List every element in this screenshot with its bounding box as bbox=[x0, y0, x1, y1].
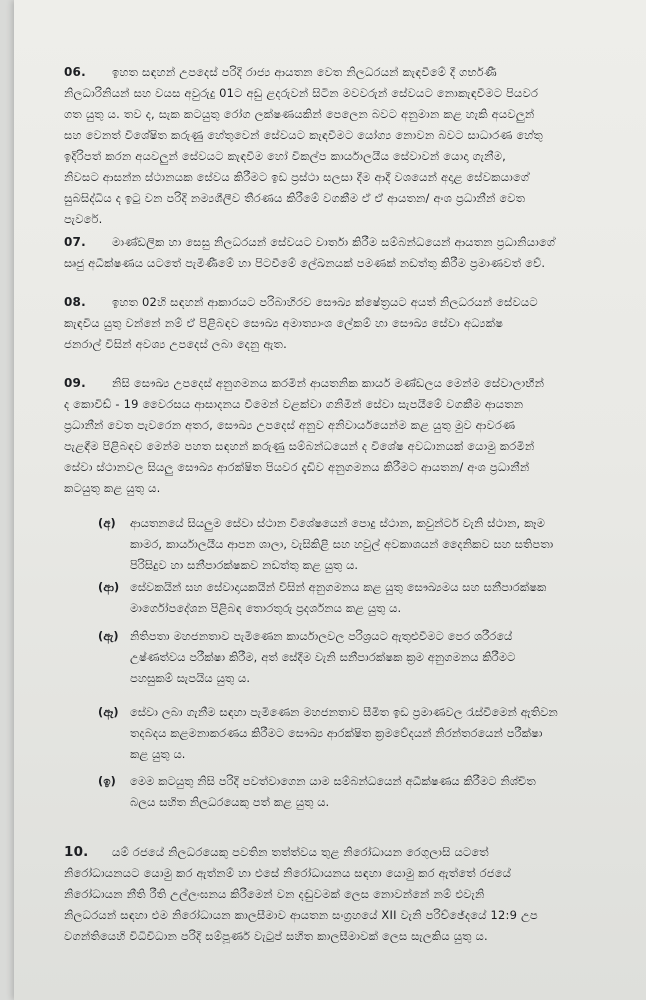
subitem-aa bbox=[98, 577, 624, 619]
paragraph-08 bbox=[64, 292, 624, 355]
paragraph-line: නිරෝධායනයට යොමු කර ඇත්නම් හා එසේ නිරෝධායනය සඳහා යොමු කර ඇත්තේ රජයේ bbox=[64, 866, 512, 880]
paragraph-number: 09. bbox=[64, 376, 86, 390]
paragraph-line: පැළඳීම පිළිබඳව මෙන්ම පහත සඳහන් කරුණු සම්බන්ධයෙන් ද විශේෂ අවධානයක් යොමු කරමින් bbox=[64, 439, 535, 453]
paragraph-line: සුබසිද්ධිය ද ඉටු වන පරිදි නම්‍යශීලීව තීරණය කිරීමේ වගකීම ඒ ඒ ආයතන/ අංශ ප්‍රධානීන් වෙත bbox=[64, 191, 526, 205]
paragraph-line: 07. මාණ්ඩලික හා සෙසු නිලධරයන් සේවයට වාර්තා කිරීම සම්බන්ධයෙන් ආයතන ප්‍රධානියාගේ bbox=[64, 232, 624, 253]
paragraph-line: සේවා ස්ථානවල සියලු සෞඛ්‍ය ආරක්ෂිත පියවර දැඩිව අනුගමනය කිරීමට ආයතන/ අංශ ප්‍රධානීන් bbox=[64, 460, 530, 474]
paragraph-line: පැවරේ. bbox=[64, 212, 103, 226]
paragraph-line: සහ වෙනත් විශේෂිත කරුණු හේතුවෙන් සේවයට කැඳවීමට යෝග්‍ය නොවන බවට සාධාරණ හේතු bbox=[64, 128, 543, 142]
paragraph-line: නිලධාරිනියන් සහ වයස අවුරුදු 01ට අඩු ළදරුවන් සිටින මවවරුන් සේවයට නොකැඳවීමට පියවර bbox=[64, 86, 539, 100]
subitem-marker: (ඈ) bbox=[98, 706, 119, 719]
paragraph-number: 10. bbox=[64, 844, 89, 860]
subitem-line: (ඉ) මෙම කටයුතු නිසි පරිදි පවත්වාගෙන යාම සම්බන්ධයෙන් අධීක්ෂණය කිරීමට නිශ්චිත bbox=[98, 771, 624, 792]
subitem-aee bbox=[98, 702, 624, 765]
subitem-line: (ආ) සේවකයින් සහ සේවාදායකයින් විසින් අනුගමනය කළ යුතු සෞඛ්‍යමය සහ සනීපාරක්ෂක bbox=[98, 577, 624, 598]
subitem-line: තදබදය කළමනාකරණය කිරීමට සෞඛ්‍ය ආරක්ෂිත ක්‍රමවේදයන් නිරන්තරයෙන් පරීක්ෂා bbox=[130, 727, 543, 740]
paragraph-line: ගත යුතු ය. තව ද, සැක කටයුතු රෝග ලක්ෂණයකින් පෙලෙන බවට අනුමාන කළ හැකි අයවලුන් bbox=[64, 107, 535, 121]
paragraph-line: 08. ඉහත 02හි සඳහන් ආකාරයට පරිබාහිරව සෞඛ්‍ය ක්ෂේත්‍රයට අයත් නිලධරයන් සේවයට bbox=[64, 292, 624, 313]
paragraph-line: සෘජු අධීක්ෂණය යටතේ පැමිණීමේ හා පිටවීමේ ලේඛනයක් පමණක් නඩත්තු කිරීම ප්‍රමාණවත් වේ. bbox=[64, 256, 546, 270]
paragraph-06 bbox=[64, 62, 624, 230]
paragraph-line: නිවසට ආසන්න ස්ථානයක සේවය කිරීමට ඉඩ ප්‍රස්ථා සලසා දීම ආදී වශයෙන් අදාළ සේවකයාගේ bbox=[64, 170, 530, 184]
subitem-line: මාර්ගෝපදේශන පිළිබඳ තොරතුරු ප්‍රදර්ශනය කළ යුතු ය. bbox=[130, 602, 402, 615]
subitem-line: බලය සහිත නිලධරයෙකු පත් කළ යුතු ය. bbox=[130, 796, 330, 809]
paragraph-10 bbox=[64, 842, 624, 947]
subitem-marker: (ආ) bbox=[98, 581, 120, 594]
subitem-i bbox=[98, 771, 624, 813]
paragraph-line: 06. ඉහත සඳහන් උපදෙස් පරිදි රාජ්‍ය ආයතන වෙත නිලධරයන් කැඳවීමේ දී ගර්භණී bbox=[64, 62, 624, 83]
subitem-line: (ඇ) නිතිපතා මහජනතාව පැමිණෙන කාර්යාලවල පරිශ්‍රයට ඇතුළුවීමට පෙර ශරීරයේ bbox=[98, 626, 624, 647]
subitem-a bbox=[98, 513, 624, 576]
paragraph-line: නිලධරයන් සඳහා එම නිරෝධායන කාලසීමාව ආයතන සංග්‍රහයේ XII වැනි පරිච්ඡේදයේ 12:9 උප bbox=[64, 908, 538, 922]
paragraph-line: නිරෝධායන නීති රීති උල්ලංඝනය කිරීමෙන් වන දඬුවමක් ලෙස නොවන්නේ නම් එවැනි bbox=[64, 887, 485, 901]
paragraph-number: 06. bbox=[64, 65, 86, 79]
paragraph-line: ජනරාල් විසින් අවශ්‍ය උපදෙස් ලබා දෙනු ඇත. bbox=[64, 337, 287, 351]
subitem-line: කළ යුතු ය. bbox=[130, 748, 186, 761]
subitem-ae bbox=[98, 626, 624, 689]
subitem-line: පහසුකම් සැපයිය යුතු ය. bbox=[130, 672, 251, 685]
subitem-marker: (ඇ) bbox=[98, 630, 119, 643]
subitem-marker: (ඉ) bbox=[98, 775, 116, 788]
paragraph-line: කටයුතු කළ යුතු ය. bbox=[64, 481, 161, 495]
paragraph-07 bbox=[64, 232, 624, 274]
paragraph-line: 10. යම් රජයේ නිලධරයෙකු පවතින තත්ත්වය තුළ නිරෝධායන රෙගුලාසි යටතේ bbox=[64, 842, 624, 863]
paragraph-09 bbox=[64, 373, 624, 499]
subitem-line: (ඈ) සේවා ලබා ගැනීම සඳහා පැමිණෙන මහජනතාව සීමිත ඉඩ ප්‍රමාණවල රැස්වීමෙන් ඇතිවන bbox=[98, 702, 624, 723]
paragraph-line: 09. නිසි සෞඛ්‍ය උපදෙස් අනුගමනය කරමින් ආයතනික කාර්ය මණ්ඩලය මෙන්ම සේවාලාභීන් bbox=[64, 373, 624, 394]
subitem-line: උෂ්ණත්වය පරීක්ෂා කිරීම, අත් සේදීම වැනි සනීපාරක්ෂක ක්‍රම අනුගමනය කිරීමට bbox=[130, 651, 516, 664]
paragraph-line: වගන්තියෙහි විධිවිධාන පරිදි සම්පූර්ණ වැටුප් සහිත කාලසීමාවක් ලෙස සැලකිය යුතු ය. bbox=[64, 929, 488, 943]
paragraph-line: ප්‍රධානීන් වෙත පැවරෙන අතර, සෞඛ්‍ය උපදෙස් අනුව අනිවාර්යයෙන්ම කළ යුතු මුව ආවරණ bbox=[64, 418, 516, 432]
paragraph-number: 07. bbox=[64, 235, 86, 249]
subitem-line: කාමර, කාර්යාලයීය ආපන ශාලා, වැසිකිළි සහ හවුල් අවකාශයන් දෛනිකව සහ සතිපතා bbox=[130, 538, 554, 551]
paragraph-number: 08. bbox=[64, 295, 86, 309]
paragraph-line: කැඳවිය යුතු වන්නේ නම් ඒ පිළිබඳව සෞඛ්‍ය අමාත්‍යාංශ ලේකම් හා සෞඛ්‍ය සේවා අධ්‍යක්ෂ bbox=[64, 316, 504, 330]
subitem-marker: (අ) bbox=[98, 517, 116, 530]
paragraph-line: ද කොවිඩ් - 19 වෛරසය ආසාදනය වීමෙන් වළක්වා ගනිමින් සේවා සැපයීමේ වගකීම ආයතන bbox=[64, 397, 524, 411]
subitem-line: (අ) ආයතනයේ සියලුම සේවා ස්ථාන විශේෂයෙන් පොදු ස්ථාන, කවුන්ටර් වැනි ස්ථාන, කෑම bbox=[98, 513, 624, 534]
subitem-line: පිරිසිදුව හා සනීපාරක්ෂකව නඩත්තු කළ යුතු ය. bbox=[130, 559, 359, 572]
paragraph-line: ඉදිරිපත් කරන අයවලුන් සේවයට කැඳවීම හෝ විකල්ප කාර්යාලයීය සේවාවන් යොදා ගැනීම, bbox=[64, 149, 507, 163]
